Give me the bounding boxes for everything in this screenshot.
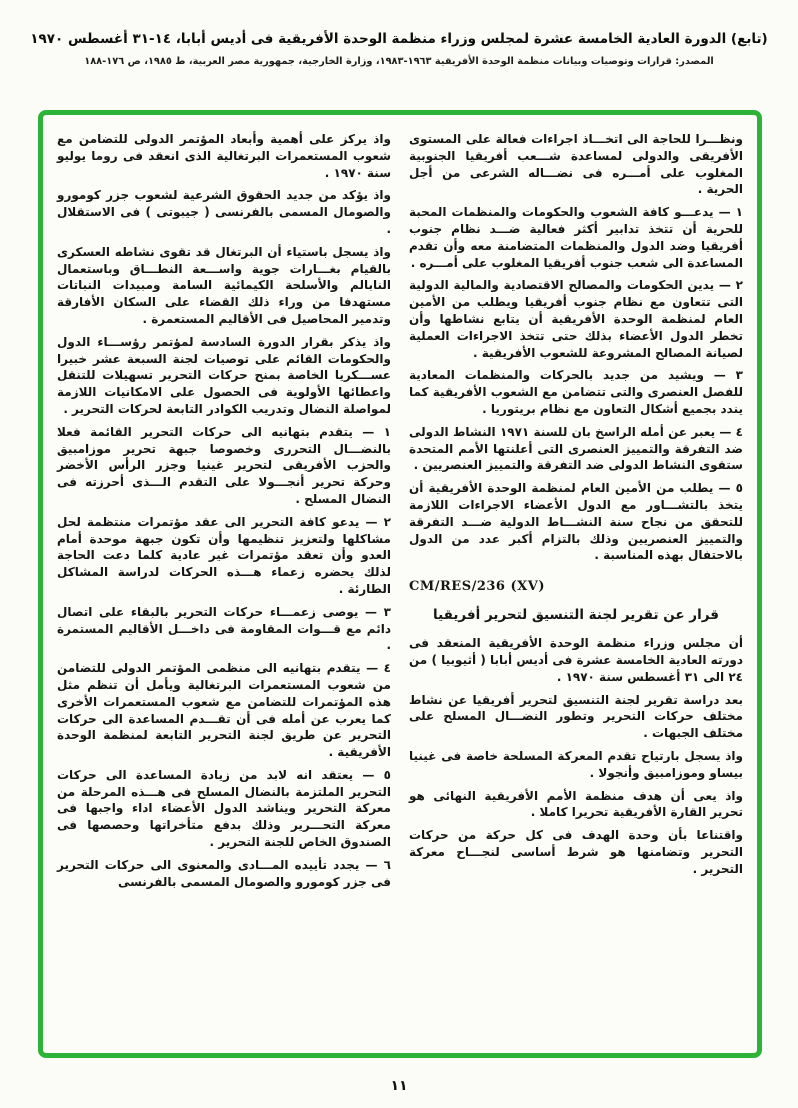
paragraph: بعد دراسة تقرير لجنة التنسيق لتحرير أفريقيا عن نشاط مختلف حركات التحرير وتطور النضـــال المسلح على مختلف الجبهات . [409, 692, 743, 741]
paragraph: واقتناعا بأن وحدة الهدف فى كل حركة من حركات التحرير وتضامنها هو شرط أساسى لنجـــاح معركة التحرير . [409, 828, 743, 876]
resolution-number: CM/RES/236 (XV) [409, 579, 545, 595]
resolution-title: قرار عن تقرير لجنة التنسيق لتحرير أفريقيا [433, 607, 719, 624]
paragraph: أن مجلس وزراء منظمة الوحدة الأفريقية المنعقد فى دورته العادية الخامسة عشرة فى أديس أبابا ( أثيوبيا ) من ٢٤ الى ٣١ أغسطس سنة ١٩٧٠ . [409, 636, 743, 684]
numbered-paragraph: ١ — يدعـــو كافة الشعوب والحكومات والمنظمات المحبة للحرية أن تتخذ تدابير أكثر فعالية ضـــد نظام جنوب أفريقيا وضد الدول والمنظمات المتضامنة معه وأن تقدم المساعدة الى شعب جنوب أفريقيا المغلوب على أمـــره . [409, 205, 743, 270]
paragraph: واذ يسجل باستياء أن البرتغال قد تقوى نشاطه العسكرى بالقيام بغـــارات جوية واســـعة النطـــاق وباستعمال النابالم والأسلحة الكيمائية السامة ومبيدات النباتات مستهدفا من وراء ذلك القضاء على السكان الأفارقة وتدمير المحاصيل فى الأقاليم المستعمرة . [57, 244, 391, 326]
document-title: (تابع) الدورة العادية الخامسة عشرة لمجلس وزراء منظمة الوحدة الأفريقية فى أديس أبابا، ١٤-٣١ أغسطس ١٩٧٠ [30, 31, 768, 47]
paragraph: واذ يؤكد من جديد الحقوق الشرعية لشعوب جزر كومورو والصومال المسمى بالفرنسى ( جيبوتى ) فى الاستقلال . [57, 188, 391, 236]
numbered-paragraph: ٥ — يعتقد انه لابد من زيادة المساعدة الى حركات التحرير الملتزمة بالنضال المسلح فى هـــذه المرحلة من معركة التحرير ويناشد الدول الأعضاء اداء واجبها فى معركة التحـــرير وذلك بدفع متأخراتها وحصصها فى الصندوق الخاص للجنة التحرير . [57, 767, 391, 850]
green-border-frame [38, 110, 762, 1058]
column-left [57, 131, 391, 1041]
numbered-paragraph: ٢ — يدين الحكومات والمصالح الاقتصادية والمالية الدولية التى تتعاون مع نظام جنوب أفريقيا ويطلب من الأمين العام لمنظمة الوحدة الأفريقية أن يتابع نشاطها وأن تخطر الدول الأعضاء بذلك حتى تتخذ الاجراءات العملية لصيانة المصالح المشروعة للشعوب الأفريقية . [409, 278, 743, 360]
document-source-line: المصدر: قرارات وتوصيات وبيانات منظمة الوحدة الأفريقية ١٩٦٣-١٩٨٣، وزارة الخارجية، جمهورية مصر العربية، ط ١٩٨٥، ص ١٧٦-١٨٨ [84, 55, 714, 67]
paragraph: واذ يركز على أهمية وأبعاد المؤتمر الدولى للتضامن مع شعوب المستعمرات البرتغالية الذى انعقد فى روما يوليو سنة ١٩٧٠ . [57, 132, 391, 180]
numbered-paragraph: ٦ — يجدد تأييده المـــادى والمعنوى الى حركات التحرير فى جزر كومورو والصومال المسمى بالفرنسى [57, 857, 391, 889]
paragraph: واذ يسجل بارتياح تقدم المعركة المسلحة خاصة فى غينيا بيساو وموزامبيق وأنجولا . [409, 748, 743, 780]
numbered-paragraph: ٣ — ويشيد من جديد بالحركات والمنظمات المعادية للفصل العنصرى والتى تتضامن مع الشعوب الأفريقية كما يندد بجميع أشكال التعاون مع نظام بريتوريا . [409, 368, 743, 416]
two-column-body [57, 131, 743, 1041]
numbered-paragraph: ٢ — يدعو كافة التحرير الى عقد مؤتمرات منتظمة لحل مشاكلها ولتعزيز تنظيمها وأن تكون جبهة موحدة أمام العدو وأن تعقد مؤتمرات غير عادية كلما دعت الحاجة لذلك يحضره زعماء هـــذه الحركات لدراسة المشاكل الطارئة . [57, 514, 391, 596]
numbered-paragraph: ٥ — يطلب من الأمين العام لمنظمة الوحدة الأفريقية أن يتخذ بالتشـــاور مع الدول الأعضاء الاجراءات اللازمة للتحقق من نجاح سنة النشـــاط الدولية ضـــد التفرقة والتمييز العنصريين وذلك بالتزام أكبر عدد من الدول بالاحتفال بهذه المناسبة . [409, 481, 743, 563]
numbered-paragraph: ٣ — يوصى زعمـــاء حركات التحرير بالبقاء على اتصال دائم مع قـــوات المقاومة فى داخـــل الأقاليم المستمرة . [57, 604, 391, 653]
paragraph: ونظـــرا للحاجة الى اتخـــاذ اجراءات فعالة على المستوى الأفريقى والدولى لمساعدة شـــعب أفريقيا الجنوبية المغلوب على أمـــره فى نضـــاله الشرعى من أجل الحرية . [409, 132, 743, 197]
page-number: ١١ [390, 1078, 408, 1094]
paragraph: واذ يذكر بقرار الدورة السادسة لمؤتمر رؤســـاء الدول والحكومات القائم على توصيات لجنة السبعة عشر خبيرا عســـكريا الخاصة بمنح حركات التحرير تسهيلات للتنقل واعطائها الأولوية فى الحصول على الامكانيات اللازمة لمواصلة النضال وتدريب الكوادر التابعة لحركات التحرير . [57, 334, 391, 416]
numbered-paragraph: ١ — يتقدم بتهانيه الى حركات التحرير القائمة فعلا بالنضـــال التحررى وخصوصا جبهة تحرير موزامبيق والحزب الأفريقى لتحرير غينيا وجزر الرأس الأخضر وحركة تحرير أنجـــولا على التقدم الـــذى أحرزته فى النضال المسلح . [57, 424, 391, 506]
document-header [0, 30, 798, 67]
numbered-paragraph: ٤ — يعبر عن أمله الراسخ بان للسنة ١٩٧١ النشاط الدولى ضد التفرقة والتمييز العنصرى التى أعلنتها الأمم المتحدة ستقوى النشاط الدولى ضد التفرقة والتمييز العنصريين . [409, 424, 743, 473]
column-right [409, 131, 743, 1041]
paragraph: واذ يعى أن هدف منظمة الأمم الأفريقية النهائى هو تحرير القارة الأفريقية تحريرا كاملا . [409, 788, 743, 820]
numbered-paragraph: ٤ — يتقدم بتهانيه الى منظمى المؤتمر الدولى للتضامن من شعوب المستعمرات البرتغالية ويأمل أن تنظم مثل هذه المؤتمرات للتضامن مع شعوب المستعمرات الأخرى كما يعرب عن أمله فى أن تقـــدم المساعدة الى حركات التحرير عن طريق لجنة التحرير التابعة لمنظمة الوحدة الأفريقية . [57, 661, 391, 760]
